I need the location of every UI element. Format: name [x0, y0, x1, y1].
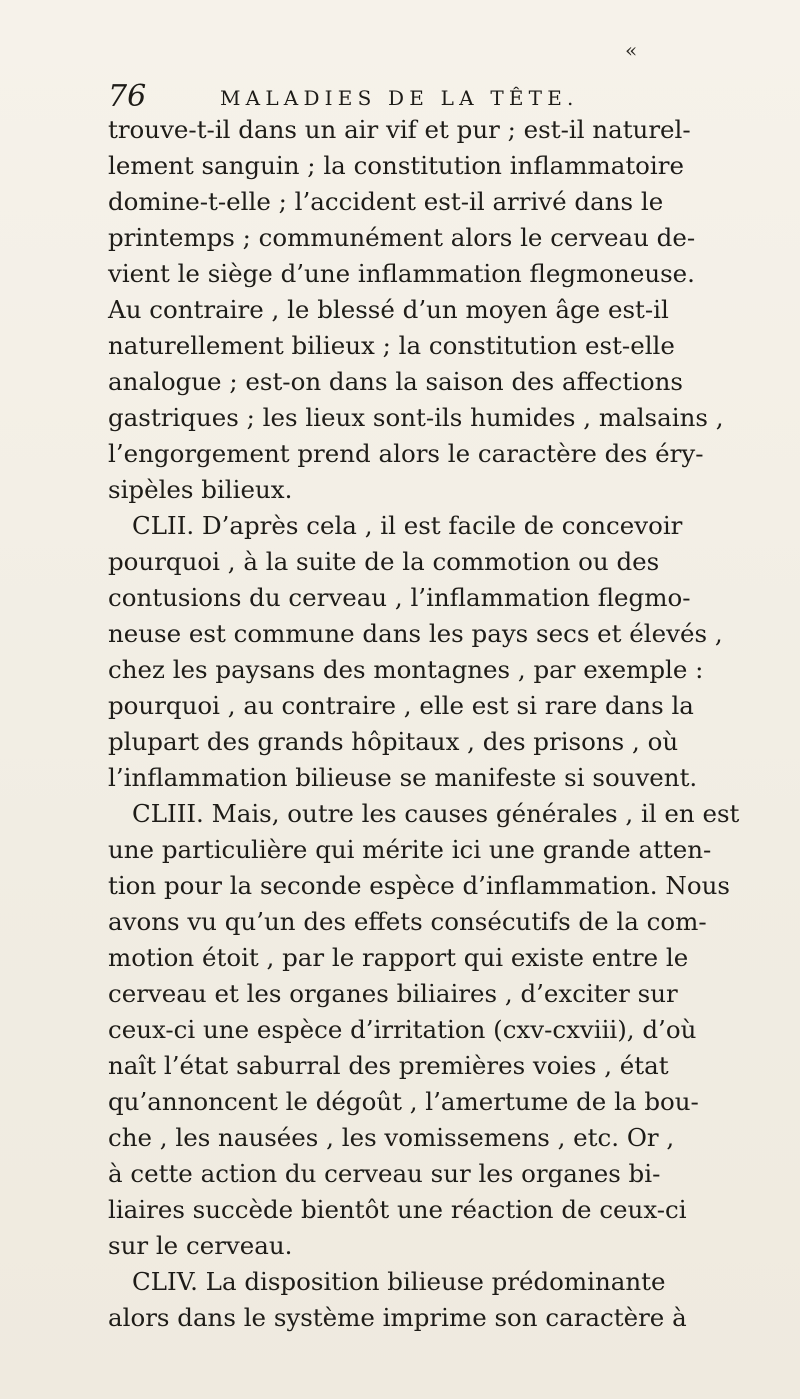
text-line: pourquoi , à la suite de la commotion ou des — [108, 547, 660, 576]
text-line: avons vu qu’un des effets consécutifs de la com- — [108, 907, 707, 936]
text-line: alors dans le système imprime son caractère à — [108, 1303, 687, 1332]
text-line: trouve-t-il dans un air vif et pur ; est-il naturel- — [108, 115, 691, 144]
text-line: naturellement bilieux ; la constitution est-elle — [108, 331, 675, 360]
text-line: lement sanguin ; la constitution inflammatoire — [108, 151, 684, 180]
text-line: qu’annoncent le dégoût , l’amertume de la bou- — [108, 1087, 699, 1116]
text-line: gastriques ; les lieux sont-ils humides , malsains , — [108, 403, 724, 432]
paragraph-cliii-start: CLIII. Mais, outre les causes générales , il en est — [132, 799, 740, 828]
text-line: motion étoit , par le rapport qui existe entre le — [108, 943, 689, 972]
paragraph-clii-start: CLII. D’après cela , il est facile de concevoir — [132, 511, 683, 540]
text-line: domine-t-elle ; l’accident est-il arrivé dans le — [108, 187, 664, 216]
paragraph-cliv-start: CLIV. La disposition bilieuse prédominante — [132, 1267, 666, 1296]
text-line: ceux-ci une espèce d’irritation (cxv-cxviii), d’où — [108, 1015, 697, 1044]
text-line: analogue ; est-on dans la saison des affections — [108, 367, 684, 396]
text-line: contusions du cerveau , l’inflammation flegmo- — [108, 583, 691, 612]
running-head — [108, 80, 708, 116]
text-line: une particulière qui mérite ici une grande atten- — [108, 835, 712, 864]
text-line: neuse est commune dans les pays secs et élevés , — [108, 619, 723, 648]
text-line: vient le siège d’une inflammation flegmoneuse. — [108, 259, 695, 288]
text-line: naît l’état saburral des premières voies , état — [108, 1051, 669, 1080]
text-line: che , les nausées , les vomissemens , etc. Or , — [108, 1123, 675, 1152]
text-line: l’engorgement prend alors le caractère des éry- — [108, 439, 704, 468]
text-line: tion pour la seconde espèce d’inflammation. Nous — [108, 871, 730, 900]
page-number: 76 — [108, 79, 147, 114]
text-line: pourquoi , au contraire , elle est si rare dans la — [108, 691, 694, 720]
text-line: printemps ; communément alors le cerveau de- — [108, 223, 696, 252]
text-line: Au contraire , le blessé d’un moyen âge est-il — [108, 295, 669, 324]
text-line: l’inflammation bilieuse se manifeste si souvent. — [108, 763, 698, 792]
text-line: chez les paysans des montagnes , par exemple : — [108, 655, 704, 684]
text-line: cerveau et les organes biliaires , d’exciter sur — [108, 979, 678, 1008]
running-head-title: MALADIES DE LA TÊTE. — [220, 86, 579, 110]
text-line: plupart des grands hôpitaux , des prisons , où — [108, 727, 679, 756]
text-line: à cette action du cerveau sur les organes bi- — [108, 1159, 661, 1188]
stray-mark: « — [625, 38, 638, 62]
text-line: sur le cerveau. — [108, 1231, 293, 1260]
text-line: sipèles bilieux. — [108, 475, 293, 504]
text-line: liaires succède bientôt une réaction de ceux-ci — [108, 1195, 687, 1224]
